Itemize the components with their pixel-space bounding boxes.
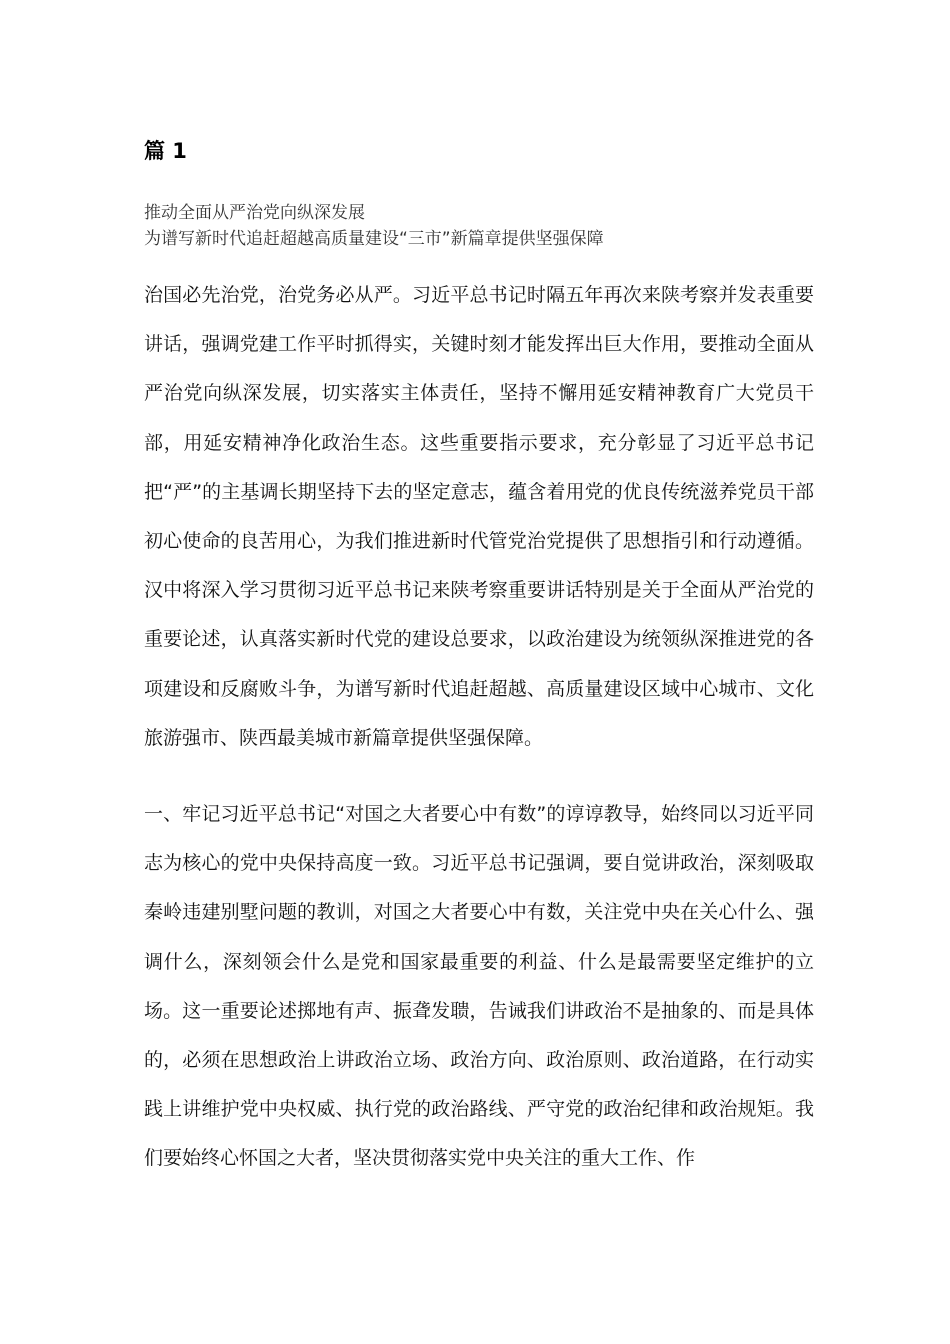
subtitle-line-1: 推动全面从严治党向纵深发展 xyxy=(144,203,365,223)
document-page xyxy=(144,0,814,1344)
section-heading: 篇 1 xyxy=(144,139,187,163)
body-paragraph-1: 治国必先治党，治党务必从严。习近平总书记时隔五年再次来陕考察并发表重要讲话，强调党建工作平时抓得实，关键时刻才能发挥出巨大作用，要推动全面从严治党向纵深发展，切实落实主体责任，坚持不懈用延安精神教育广大党员干部，用延安精神净化政治生态。这些重要指示要求，充分彰显了习近平总书记把“严”的主基调长期坚持下去的坚定意志，蕴含着用党的优良传统滋养党员干部初心使命的良苦用心，为我们推进新时代管党治党提供了思想指引和行动遵循。汉中将深入学习贯彻习近平总书记来陕考察重要讲话特别是关于全面从严治党的重要论述，认真落实新时代党的建设总要求，以政治建设为统领纵深推进党的各项建设和反腐败斗争，为谱写新时代追赶超越、高质量建设区域中心城市、文化旅游强市、陕西最美城市新篇章提供坚强保障。 xyxy=(144,284,814,749)
body-paragraph-2: 一、牢记习近平总书记“对国之大者要心中有数”的谆谆教导，始终同以习近平同志为核心的党中央保持高度一致。习近平总书记强调，要自觉讲政治，深刻吸取秦岭违建别墅问题的教训，对国之大者要心中有数，关注党中央在关心什么、强调什么，深刻领会什么是党和国家最重要的利益、什么是最需要坚定维护的立场。这一重要论述掷地有声、振聋发聩，告诫我们讲政治不是抽象的、而是具体的，必须在思想政治上讲政治立场、政治方向、政治原则、政治道路，在行动实践上讲维护党中央权威、执行党的政治路线、严守党的政治纪律和政治规矩。我们要始终心怀国之大者，坚决贯彻落实党中央关注的重大工作、作 xyxy=(144,803,814,1170)
article-subtitles xyxy=(144,200,814,252)
subtitle-line-2: 为谱写新时代追赶超越高质量建设“三市”新篇章提供坚强保障 xyxy=(144,229,604,249)
